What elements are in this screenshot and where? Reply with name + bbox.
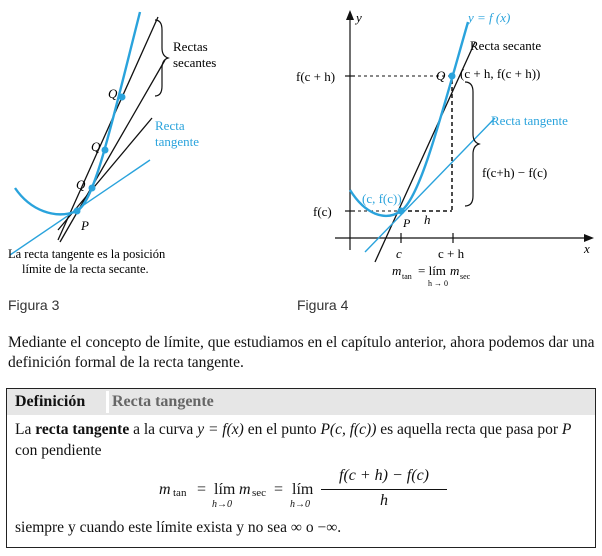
text-h: con pendiente (15, 442, 102, 459)
formula-eq-lim: = lím (418, 263, 446, 278)
c-tick-label: c (396, 246, 402, 261)
intro-paragraph: Mediante el concepto de límite, que estudiamos en el capítulo anterior, ahora podemos dar una definición formal de la recta tangente. (8, 334, 595, 371)
q-label-3: Q (76, 177, 86, 192)
figure-4-diagram (290, 0, 602, 300)
y-axis-arrow (346, 10, 354, 20)
secants-label-line1: Rectas (173, 39, 208, 54)
q-label-1: Q (108, 86, 118, 101)
fch-label: f(c + h) (296, 69, 336, 84)
definition-subtitle: Recta tangente (112, 393, 214, 410)
definition-title: Definición (15, 393, 86, 410)
p-label: P (81, 218, 89, 233)
fc-label: f(c) (313, 204, 332, 219)
secants-brace (155, 20, 168, 96)
eq-equals-1: = (197, 481, 207, 498)
tangent-label: Recta tangente (491, 113, 568, 128)
text-e: P(c, f(c)) (320, 421, 377, 438)
text-g: P (561, 421, 572, 438)
tangent-label-line2: tangente (155, 134, 200, 149)
tangent-label-line1: Recta (155, 118, 185, 133)
q-label-2: Q (91, 139, 101, 154)
point-p (74, 208, 81, 215)
eq-fraction-bar (321, 489, 447, 490)
curve-label: y = f (x) (468, 10, 511, 25)
eq-sec: sec (252, 487, 267, 499)
h-label: h (424, 212, 431, 227)
tangent-line (365, 118, 495, 252)
eq-h-2: h→0 (290, 499, 310, 510)
figure3-note-line1: La recta tangente es la posición (8, 247, 166, 261)
eq-numerator: f(c + h) − f(c) (339, 467, 429, 484)
eq-denominator: h (380, 492, 388, 509)
definition-statement (15, 419, 589, 461)
eq-m: m (159, 481, 171, 498)
point-q (449, 73, 456, 80)
eq-msec: m (239, 481, 251, 498)
point-p (398, 208, 405, 215)
figure3-note-line2: límite de la recta secante. (22, 262, 149, 276)
eq-tan: tan (173, 487, 187, 499)
text-bold: recta tangente (35, 421, 130, 438)
formula-m: m (392, 263, 402, 278)
diff-label: f(c+h) − f(c) (482, 165, 548, 180)
x-axis-label: x (584, 241, 590, 256)
eq-lim-1: lím (214, 481, 236, 498)
point-q-2 (102, 147, 109, 154)
definition-box (6, 388, 596, 548)
secants-label-line2: secantes (173, 55, 217, 70)
eq-h-1: h→0 (212, 499, 232, 510)
secant-label: Recta secante (470, 38, 542, 53)
point-q-1 (119, 94, 126, 101)
q-coords: (c + h, f(c + h)) (460, 66, 541, 81)
header-divider (106, 391, 109, 413)
text-d: en el punto (243, 421, 321, 438)
q-label: Q (436, 68, 446, 83)
text-f: es aquella recta que pasa por (376, 421, 562, 438)
ch-tick-label: c + h (438, 246, 465, 261)
formula-tan: tan (402, 272, 412, 281)
eq-lim-2: lím (292, 481, 314, 498)
point-q-3 (89, 185, 96, 192)
figure-4-caption: Figura 4 (297, 297, 349, 313)
eq-equals-2: = (274, 481, 284, 498)
formula-h: h → 0 (428, 279, 448, 288)
figure-3-diagram (0, 0, 290, 300)
text-a: La (15, 421, 36, 438)
text-c: y = f(x) (197, 421, 244, 438)
formula-sec: sec (460, 272, 471, 281)
definition-header (7, 389, 595, 415)
definition-closing: siempre y cuando este límite exista y no sea ∞ o −∞. (15, 519, 342, 536)
definition-body (15, 419, 589, 461)
text-b: a la curva (129, 421, 198, 438)
formula-msec: m (450, 263, 460, 278)
slope-equation (7, 467, 595, 513)
figure-3-caption: Figura 3 (8, 297, 60, 313)
diff-brace (465, 82, 479, 206)
p-coords: (c, f(c)) (362, 191, 402, 206)
y-axis-label: y (356, 10, 362, 25)
p-label: P (403, 216, 411, 230)
